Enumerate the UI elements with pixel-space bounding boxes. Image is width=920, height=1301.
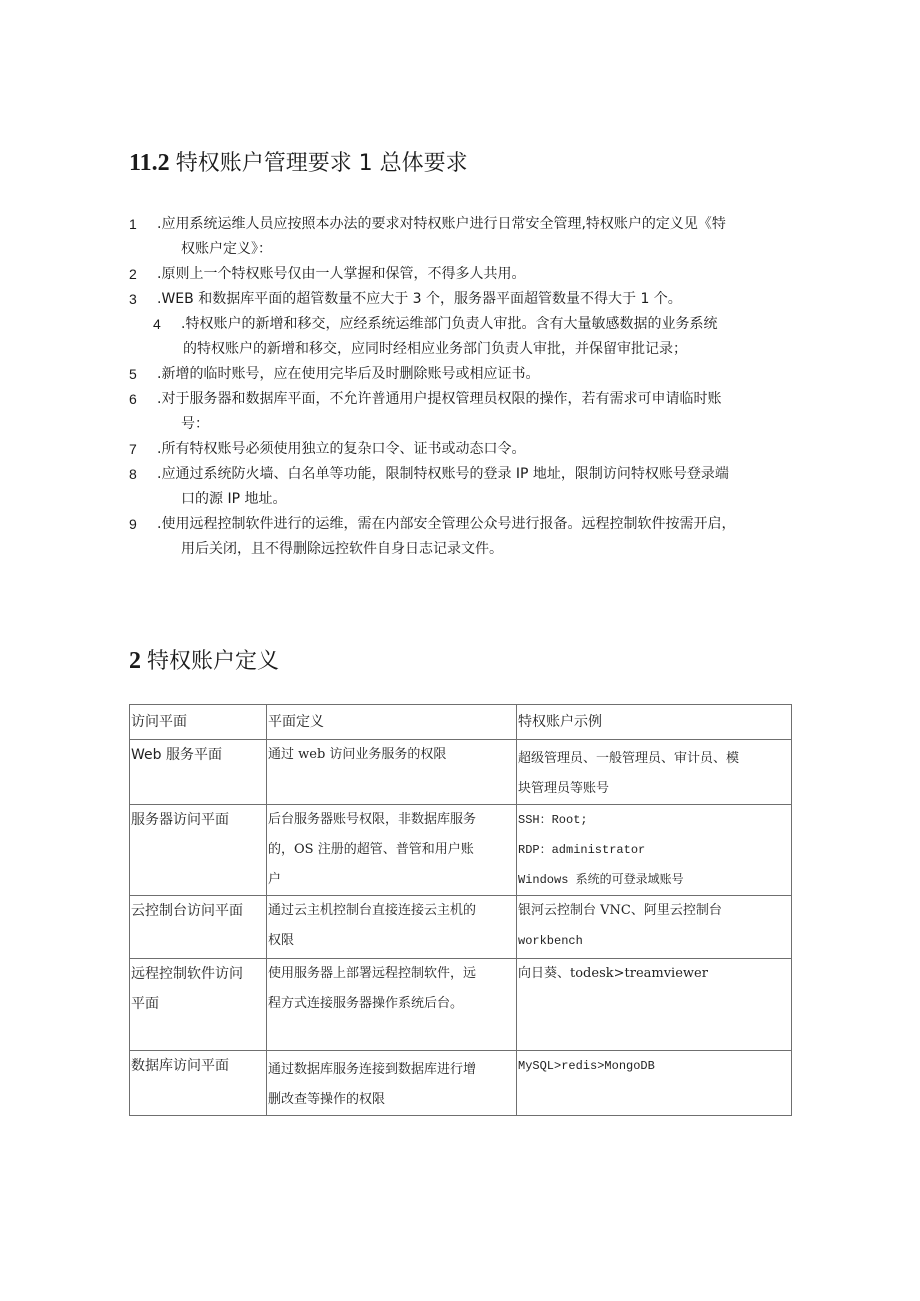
item-number: 5 xyxy=(129,366,137,382)
section-heading-1 xyxy=(129,146,468,177)
cell-line: 的，OS 注册的超管、普管和用户账 xyxy=(268,842,474,857)
item-number: 4 xyxy=(153,316,161,332)
item-text-continued: 号： xyxy=(181,416,209,432)
list-item-2 xyxy=(129,262,799,287)
cell-text: 服务器访问平面 xyxy=(131,812,229,828)
heading-text: 特权账户管理要求 1 总体要求 xyxy=(175,151,468,176)
cell-plane xyxy=(130,959,267,1051)
header-cell-examples: 特权账户示例 xyxy=(517,705,792,740)
cell-line: 权限 xyxy=(268,933,295,948)
cell-plane xyxy=(130,805,267,896)
item-number: 7 xyxy=(129,441,137,457)
cell-line: MySQL>redis>MongoDB xyxy=(518,1059,655,1073)
section-heading-2 xyxy=(129,644,279,675)
item-text: .新增的临时账号，应在使用完毕后及时删除账号或相应证书。 xyxy=(157,366,540,382)
cell-plane xyxy=(130,896,267,959)
item-text: .对于服务器和数据库平面，不允许普通用户提权管理员权限的操作，若有需求可申请临时账 xyxy=(157,391,722,407)
heading-number: 11.2 xyxy=(129,150,170,176)
list-item-1 xyxy=(129,212,799,262)
item-text: .特权账户的新增和移交，应经系统运维部门负责人审批。含有大量敏感数据的业务系统 xyxy=(181,316,718,332)
cell-line: 后台服务器账号权限，非数据库服务 xyxy=(268,812,477,827)
table-row xyxy=(130,896,792,959)
cell-line: 平面 xyxy=(131,996,159,1012)
heading-number: 2 xyxy=(129,648,141,674)
item-text: .应用系统运维人员应按照本办法的要求对特权账户进行日常安全管理,特权账户的定义见《特 xyxy=(157,216,726,232)
cell-line: 银河云控制台 VNC、阿里云控制台 xyxy=(518,903,722,918)
item-text: .原则上一个特权账号仅由一人掌握和保管，不得多人共用。 xyxy=(157,266,526,282)
cell-line: RDP：administrator xyxy=(518,843,646,857)
cell-definition xyxy=(267,1051,517,1116)
list-item-5 xyxy=(129,362,799,387)
item-number: 6 xyxy=(129,391,137,407)
item-text: .所有特权账号必须使用独立的复杂口令、证书或动态口令。 xyxy=(157,441,526,457)
cell-examples xyxy=(517,896,792,959)
cell-definition xyxy=(267,959,517,1051)
cell-line: 块管理员等账号 xyxy=(518,781,610,796)
item-text: .应通过系统防火墙、白名单等功能，限制特权账号的登录 IP 地址，限制访问特权账号登录端 xyxy=(157,466,729,482)
table-row xyxy=(130,740,792,805)
cell-line: 通过云主机控制台直接连接云主机的 xyxy=(268,903,477,918)
cell-line: 远程控制软件访问 xyxy=(131,966,243,982)
list-item-9 xyxy=(129,512,799,562)
cell-line: 向日葵、todesk>treamviewer xyxy=(518,966,708,981)
item-text-continued: 用后关闭，且不得删除远控软件自身日志记录文件。 xyxy=(181,541,503,557)
privileged-account-table xyxy=(129,704,792,1116)
cell-plane xyxy=(130,1051,267,1116)
cell-plane xyxy=(130,740,267,805)
header-cell-plane: 访问平面 xyxy=(130,705,267,740)
cell-examples xyxy=(517,805,792,896)
header-cell-definition: 平面定义 xyxy=(267,705,517,740)
table-row xyxy=(130,1051,792,1116)
item-number: 1 xyxy=(129,216,137,232)
cell-line: 超级管理员、一般管理员、审计员、模 xyxy=(518,751,740,766)
cell-line: 户 xyxy=(268,872,282,887)
cell-text: 云控制台访问平面 xyxy=(131,903,243,919)
cell-line: workbench xyxy=(518,934,583,948)
cell-text: Web 服务平面 xyxy=(131,747,222,763)
item-text-continued: 权账户定义》： xyxy=(181,241,272,257)
item-number: 9 xyxy=(129,516,137,532)
table-header-row xyxy=(130,705,792,740)
cell-line: 程方式连接服务器操作系统后台。 xyxy=(268,996,464,1011)
item-text: .WEB 和数据库平面的超管数量不应大于 3 个，服务器平面超管数量不得大于 1 个。 xyxy=(157,291,682,307)
heading-text: 特权账户定义 xyxy=(147,649,280,674)
list-item-6 xyxy=(129,387,799,437)
list-item-4 xyxy=(129,312,799,362)
cell-examples xyxy=(517,740,792,805)
list-item-8 xyxy=(129,462,799,512)
cell-definition xyxy=(267,805,517,896)
cell-line: Windows 系统的可登录域账号 xyxy=(518,873,684,887)
list-item-7 xyxy=(129,437,799,462)
cell-line: 使用服务器上部署远程控制软件，远 xyxy=(268,966,477,981)
requirements-list xyxy=(129,212,799,562)
cell-line: 删改查等操作的权限 xyxy=(268,1092,386,1107)
cell-definition xyxy=(267,896,517,959)
cell-examples xyxy=(517,1051,792,1116)
item-number: 3 xyxy=(129,291,137,307)
cell-text: 数据库访问平面 xyxy=(131,1058,229,1074)
table-row xyxy=(130,959,792,1051)
item-text-continued: 口的源 IP 地址。 xyxy=(181,491,287,507)
cell-definition xyxy=(267,740,517,805)
table-row xyxy=(130,805,792,896)
cell-line: 通过数据库服务连接到数据库进行增 xyxy=(268,1062,477,1077)
item-number: 2 xyxy=(129,266,137,282)
cell-examples xyxy=(517,959,792,1051)
list-item-3 xyxy=(129,287,799,312)
cell-line: SSH：Root; xyxy=(518,813,588,827)
item-text-continued: 的特权账户的新增和移交，应同时经相应业务部门负责人审批，并保留审批记录； xyxy=(183,341,687,357)
cell-line: 通过 web 访问业务服务的权限 xyxy=(268,747,447,762)
item-text: .使用远程控制软件进行的运维，需在内部安全管理公众号进行报备。远程控制软件按需开启， xyxy=(157,516,736,532)
item-number: 8 xyxy=(129,466,137,482)
